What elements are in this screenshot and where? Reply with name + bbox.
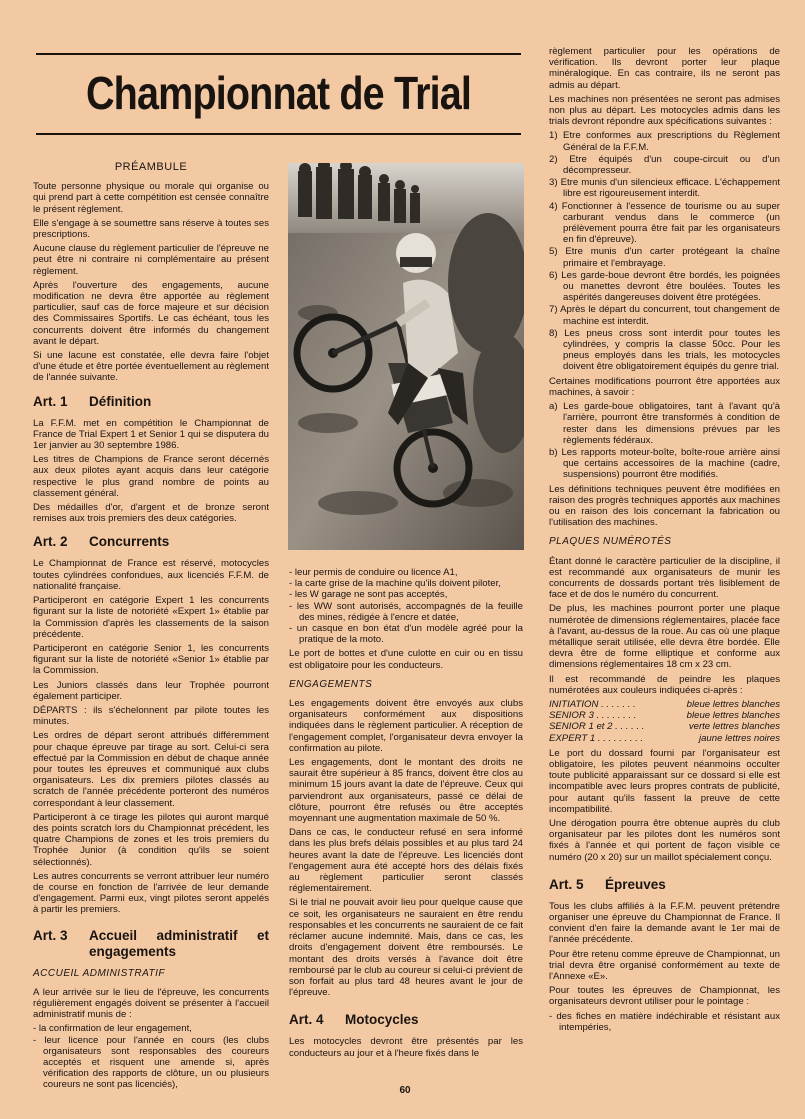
middle-column — [289, 567, 523, 1062]
art5-number: Art. 5 — [549, 876, 584, 892]
art2-title: Concurrents — [89, 534, 170, 550]
art2-p7: Participeront à ce tirage les pilotes qui auront marqué des points scratch lors du Championnat précédent, les quatre Champions de zones et les trois premiers du Trophée Junior (à condition qu'ils se soient sélectionnés). — [33, 811, 269, 868]
art4-p3: Les machines non présentées ne seront pas admises non plus au départ. Les motocycles admis dans les trials devront répondre aux spécifications suivantes : — [549, 93, 780, 128]
leader-dots: . . . . . . . . — [596, 710, 637, 722]
engagements-p1: Les engagements doivent être envoyés aux clubs organisateurs conformément aux dispositions indiquées dans le règlement particulier. A réception de l'engagement complet, l'organisateur devra envoyer la confirmation au pilote. — [289, 698, 523, 754]
list-item: - les W garage ne sont pas acceptés, — [289, 589, 448, 601]
page-title: Championnat de Trial — [85, 67, 472, 119]
art2-p8: Les autres concurrents se verront attribuer leur numéro de course en fonction de l'arrivée de leur demande d'engagement. Parmi eux, vingt pilotes seront appelés à partir les premiers. — [33, 870, 269, 916]
art1-number: Art. 1 — [33, 393, 68, 409]
plate-category: INITIATION — [549, 698, 599, 710]
preambule-p4: Après l'ouverture des engagements, aucune modification ne devra être apportée au règlement particulier, sauf cas de force majeure et sur décision des Commissaires Sportifs. Le cas échéant, tous les concurrents doivent être informés du changement avant le départ. — [33, 279, 269, 347]
list-item: - des fiches en matière indéchirable et résistant aux intempéries, — [549, 1010, 780, 1033]
page-number: 60 — [399, 1085, 411, 1096]
spec-item: 6) Les garde-boue devront être bordés, les poignées ou manettes devront être boulées. Toutes les aspérités dangereuses doivent être protégées. — [549, 269, 780, 304]
plate-color-row — [549, 699, 780, 710]
spec-item: 5) Etre munis d'un carter protégeant la chaîne primaire et l'embrayage. — [549, 246, 780, 269]
spec-item: 8) Les pneus cross sont interdit pour toutes les cylindrées, y compris la classe 50cc. Pour les pneus employés dans les trials, les motocycles doivent être obligatoirement équipés du genre trial. — [549, 327, 780, 373]
art2-p1: Le Championnat de France est réservé, motocycles toutes cylindrées confondues, aux licenciés F.F.M. de nationalité française. — [33, 558, 269, 592]
plate-color-row — [549, 733, 780, 744]
plate-category: EXPERT 1 — [549, 732, 596, 744]
art2-p2: Participeront en catégorie Expert 1 les concurrents figurant sur la liste de notoriété «Expert 1» établie par la Commission d'après les classements de la saison précédente. — [33, 595, 269, 640]
plaques-p1: Étant donné le caractère particulier de la discipline, il est recommandé aux organisateurs de munir les concurrents de dossards portant très lisiblement de face et de dos le numéro du concurrent. — [549, 555, 780, 601]
art1-heading — [33, 394, 269, 410]
art5-p3: Pour toutes les épreuves de Championnat, les organisateurs devront utiliser pour le pointage : — [549, 985, 780, 1008]
engagements-heading: ENGAGEMENTS — [289, 678, 373, 690]
title-rule-bottom — [36, 133, 521, 135]
art1-p2: Les titres de Champions de France seront décernés aux deux pilotes ayant acquis dans leur catégorie respective le plus grand nombre de points au classement général. — [33, 454, 269, 499]
art2-p4: Les Juniors classés dans leur Trophée pourront également participer. — [33, 679, 269, 702]
list-item: - leur permis de conduire ou licence A1, — [289, 567, 458, 578]
art5-heading — [549, 877, 780, 893]
plate-category: SENIOR 1 et 2 — [549, 721, 613, 733]
left-column — [33, 162, 269, 1094]
plaques-p4: Le port du dossard fourni par l'organisateur est obligatoire, les pilotes peuvent néanmoins occulter toute publicité apparaissant sur ce dossard si elle est incompatible avec leurs propres contrats de publicité, pour autant qu'ils fassent la preuve de cette incompatibilité. — [549, 747, 780, 815]
plate-colors-table — [549, 699, 780, 744]
leader-dots: . . . . . . . — [601, 698, 636, 710]
spec-item: 4) Fonctionner à l'essence de tourisme ou au super carburant vendus dans le commerce (un prélèvement pourra être fait par les organisateurs en fin d'épreuve). — [549, 200, 780, 246]
art1-title: Définition — [89, 393, 152, 409]
plate-color-row — [549, 721, 780, 732]
trial-rider-photo — [288, 163, 524, 550]
art3-list-b — [289, 567, 523, 645]
engagements-p2: Les engagements, dont le montant des droits ne saurait être supérieur à 85 francs, doivent être clos au minimum 15 jours avant la date de l'épreuve. Ceux qui parviendront aux organisateurs, passé ce délai de clôture, pourront être refusés ou être acceptés moyennant une augmentation maximale de 50 %. — [289, 757, 523, 825]
art3-subheading: ACCUEIL ADMINISTRATIF — [33, 967, 165, 979]
plate-color: bleue lettres blanches — [686, 698, 780, 710]
spec-item: 7) Après le départ du concurrent, tout changement de machine est interdit. — [549, 304, 780, 327]
art5-title: Épreuves — [605, 876, 666, 892]
art2-p3: Participeront en catégorie Senior 1, les concurrents figurant sur la liste de notoriété «Senior 1» établie par la Commission. — [33, 642, 269, 677]
mod-item: a) Les garde-boue obligatoires, tant à l'avant qu'à l'arrière, pourront être transformés à condition de rester dans les dimensions prévues par les règlements fédéraux. — [549, 401, 780, 446]
art4-title: Motocycles — [345, 1012, 419, 1028]
plate-color-row — [549, 710, 780, 721]
leader-dots: . . . . . . . . . — [597, 732, 644, 744]
art2-p5: DÉPARTS : ils s'échelonnent par pilote toutes les minutes. — [33, 704, 269, 728]
art5-p1: Tous les clubs affiliés à la F.F.M. peuvent prétendre organiser une épreuve du Championnat de France. Il convient d'en faire la demande avant le 1er mai de l'année précédente. — [549, 900, 780, 946]
preambule-p5: Si une lacune est constatée, elle devra faire l'objet d'une étude et être portée éventuellement au règlement de l'année suivante. — [33, 350, 269, 384]
plate-color: bleue lettres blanches — [686, 710, 780, 722]
plate-category: SENIOR 3 — [549, 710, 594, 722]
engagements-p4: Si le trial ne pouvait avoir lieu pour quelque cause que ce soit, les organisateurs ne sauraient en être rendu responsables et les concurrents ne sauraient de ce fait réclamer aucune indemnité. Mais, dans ce cas, les droits d'engagement doivent être remboursés. Le montant des droits versés à l'avance doit être remboursé par le club au coureur si celui-ci prévient de son forfait au plus tard 48 heures avant le jour de l'épreuve. — [289, 897, 523, 999]
plaques-p5: Une dérogation pourra être obtenue auprès du club organisateur par les pilotes dont les numéros sont fixés à l'année et qui portent de façon visible ce numéro (20 x 20) sur un maillot spécialement conçu. — [549, 818, 780, 863]
art3-heading — [33, 928, 269, 960]
mod-item: b) Les rapports moteur-boîte, boîte-roue arrière ainsi que certains accessoires de la machine (cadre, suspensions) pourront être modifiés. — [549, 446, 780, 481]
preambule-heading: PRÉAMBULE — [114, 161, 188, 173]
engagements-p3: Dans ce cas, le conducteur refusé en sera informé dans les plus brefs délais possibles et au plus tard 24 heures avant la date de l'épreuve. Les licenciés dont l'engagement aura été accepté hors des délais fixés au règlement particulier seront classés réglementairement. — [289, 827, 523, 895]
title-rule-top — [36, 53, 521, 55]
art4-p2: règlement particulier pour les opérations de vérification. Ils devront porter leur plaque minéralogique. En cas contraire, ils ne seront pas admis au départ. — [549, 46, 780, 91]
plate-color: jaune lettres noires — [698, 732, 780, 744]
list-item: - la confirmation de leur engagement, — [33, 1023, 192, 1035]
preambule-p1: Toute personne physique ou morale qui organise ou qui prend part à cette compétition est censée connaître le présent règlement. — [33, 181, 269, 215]
art4-heading — [289, 1012, 523, 1028]
plate-color: verte lettres blanches — [688, 721, 780, 733]
right-column — [549, 46, 780, 1036]
art3-number: Art. 3 — [33, 927, 68, 943]
art4-p1: Les motocycles devront être présentés par les conducteurs au jour et à l'heure fixés dans le — [289, 1036, 523, 1059]
plaques-p2: De plus, les machines pourront porter une plaque numérotée de dimensions réglementaires, placée face à l'avant, au-dessus de la roue. Au cas où une plaque métallique serait utilisée, elle devra être bordée. Elle devra être de forme elliptique et conforme aux dimensions réglementaires 18 cm x 23 cm. — [549, 603, 780, 671]
art2-number: Art. 2 — [33, 534, 68, 550]
spec-item: 3) Etre munis d'un silencieux efficace. L'échappement libre est rigoureusement interdit. — [549, 177, 780, 200]
plaques-p3: Il est recommandé de peindre les plaques numérotées aux couleurs indiquées ci-après : — [549, 673, 780, 696]
art5-p2: Pour être retenu comme épreuve de Championnat, un trial devra être organisé conformément au texte de l'Annexe «E». — [549, 948, 780, 983]
art1-p3: Des médailles d'or, d'argent et de bronze seront remises aux trois premiers des deux catégories. — [33, 502, 269, 525]
spec-item: 1) Etre conformes aux prescriptions du Règlement Général de la F.F.M. — [549, 130, 780, 153]
art3-after: Le port de bottes et d'une culotte en cuir ou en tissu est obligatoire pour les conducteurs. — [289, 648, 523, 671]
list-item: - la carte grise de la machine qu'ils doivent piloter, — [289, 578, 501, 590]
plaques-heading: PLAQUES NUMÉROTÉS — [549, 536, 672, 548]
art4-p5: Les définitions techniques peuvent être modifiées en raison des progrès techniques apportés aux machines ou en raison des lois concernant la fabrication ou l'utilisation des machines. — [549, 483, 780, 529]
spec-item: 2) Etre équipés d'un coupe-circuit ou d'un décompresseur. — [549, 153, 780, 177]
art2-heading — [33, 534, 269, 550]
art4-number: Art. 4 — [289, 1012, 324, 1028]
art3-list-a — [33, 1023, 269, 1090]
leader-dots: . . . . . . — [615, 721, 645, 733]
art5-list — [549, 1011, 780, 1033]
preambule-p2: Elle s'engage à se soumettre sans réserve à toutes ses prescriptions. — [33, 217, 269, 241]
preambule-p3: Aucune clause du règlement particulier de l'épreuve ne peut être ni contraire ni complémentaire au présent règlement. — [33, 243, 269, 277]
art4-p4: Certaines modifications pourront être apportées aux machines, à savoir : — [549, 375, 780, 398]
list-item: - un casque en bon état d'un modèle agréé pour la pratique de la moto. — [289, 623, 523, 646]
art3-title: Accueil administratif et engagements — [89, 927, 269, 959]
art4-mods — [549, 401, 780, 480]
art2-p6: Les ordres de départ seront attribués différemment pour chaque épreuve par tirage au sort. Celui-ci sera effectué par la Commission en début de chaque année pour toutes les épreuves et communiqué aux clubs organisateurs. Les dix premiers pilotes classés au scratch de l'année précédente porteront des numéros correspondant à leur classement. — [33, 730, 269, 809]
art4-specs — [549, 130, 780, 372]
list-item: - les WW sont autorisés, accompagnés de la feuille des mines, rédigée à l'encre et datée, — [289, 600, 523, 623]
list-item: - leur licence pour l'année en cours (les clubs organisateurs sont responsables des coureurs acceptés et risquent une amende si, après vérification des rapports de clôture, un ou plusieurs coureurs ne sont pas licenciés), — [33, 1034, 269, 1091]
art1-p1: La F.F.M. met en compétition le Championnat de France de Trial Expert 1 et Senior 1 qui se disputera du 1er janvier au 30 septembre 1986. — [33, 417, 269, 452]
art3-intro: A leur arrivée sur le lieu de l'épreuve, les concurrents régulièrement engagés doivent se présenter à l'accueil administratif munis de : — [33, 986, 269, 1021]
